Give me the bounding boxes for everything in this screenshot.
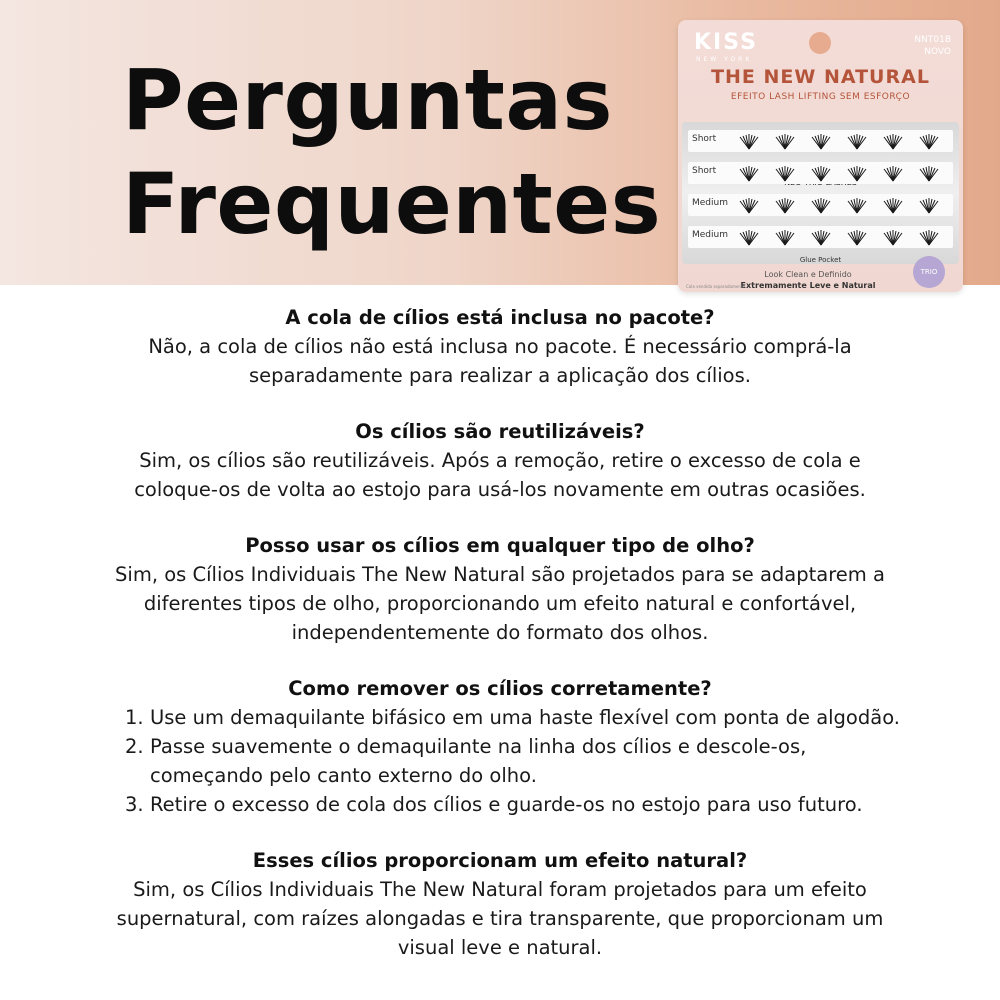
faq-question: A cola de cílios está inclusa no pacote? [285,306,715,329]
product-package-image [678,20,963,292]
faq-item [40,674,960,819]
lash-strip-label: Short [692,134,717,144]
faq-answer-line: Não, a cola de cílios não está inclusa no pacote. É necessário comprá-la [148,335,852,358]
lash-cluster-icon [810,196,832,214]
page-title-line-1: Perguntas [122,51,614,149]
product-code [914,34,951,58]
faq-question: Esses cílios proporcionam um efeito natural? [252,849,748,872]
lash-strip [688,130,953,152]
lash-cluster-icon [810,164,832,182]
lash-cluster-icon [738,196,760,214]
fine-print: Cola vendida separadamente [686,284,745,289]
faq-question: Posso usar os cílios em qualquer tipo de olho? [245,534,755,557]
lash-cluster-icon [846,164,868,182]
faq-steps-list [125,703,905,819]
faq-step-number: 2. [125,735,144,758]
lash-cluster-icon [774,196,796,214]
lash-cluster-icon [738,164,760,182]
lash-cluster-icon [774,164,796,182]
product-effect: EFEITO LASH LIFTING SEM ESFORÇO [730,92,911,102]
lash-cluster-icon [882,228,904,246]
glue-pocket-label: Glue Pocket [799,256,842,264]
faq-answer-line: coloque-os de volta ao estojo para usá-los novamente em outras ocasiões. [134,478,866,501]
look-text: Look Clean e Definido [764,270,852,279]
lash-cluster-icon [918,132,940,150]
lash-strip-label: Short [692,166,717,176]
lash-cluster-icon [810,132,832,150]
faq-step-line: começando pelo canto externo do olho. [150,764,537,787]
faq-answer [40,560,960,647]
faq-step-line: Retire o excesso de cola dos cílios e guarde-os no estojo para uso futuro. [150,793,863,816]
lash-strip [688,226,953,248]
faq-step-number: 3. [125,793,144,816]
new-badge: NOVO [924,47,951,57]
faq-answer-line: separadamente para realizar a aplicação dos cílios. [249,364,751,387]
faq-item [40,531,960,647]
faq-step-number: 1. [125,706,144,729]
faq-step-line: Use um demaquilante bifásico em uma haste flexível com ponta de algodão. [150,706,900,729]
product-name: THE NEW NATURAL [711,66,930,88]
faq-answer-line: Sim, os Cílios Individuais The New Natural foram projetados para um efeito [133,878,867,901]
faq-answer [40,446,960,504]
lash-cluster-icon [738,228,760,246]
lash-cluster-icon [918,196,940,214]
faq-answer-line: Sim, os cílios são reutilizáveis. Após a remoção, retire o excesso de cola e [139,449,861,472]
faq-answer-line: visual leve e natural. [397,936,603,959]
faq-step [125,732,905,790]
lash-cluster-icon [846,132,868,150]
faq-answer-line: Sim, os Cílios Individuais The New Natural são projetados para se adaptarem a [115,563,885,586]
faq-item [40,417,960,504]
faq-step [125,790,905,819]
faq-step [125,703,905,732]
lash-cluster-icon [882,196,904,214]
faq-section [40,303,960,989]
lash-tray [682,122,959,264]
lash-strip-label: Medium [692,230,728,240]
trio-badge: TRIO [913,256,945,288]
lash-strip [688,162,953,184]
lash-cluster-icon [918,228,940,246]
page-title-line-2: Frequentes [122,155,662,253]
lash-strip [688,194,953,216]
lash-cluster-icon [846,196,868,214]
faq-question: Os cílios são reutilizáveis? [355,420,645,443]
lash-cluster-icon [846,228,868,246]
faq-question: Como remover os cílios corretamente? [288,677,712,700]
lash-cluster-icon [774,228,796,246]
lash-cluster-icon [738,132,760,150]
page-title [122,48,662,256]
lash-cluster-icon [810,228,832,246]
brand-logo-sub: NEW YORK [696,56,753,63]
faq-answer-line: independentemente do formato dos olhos. [291,621,709,644]
brand-logo: KISS [694,30,758,55]
lash-cluster-icon [774,132,796,150]
faq-answer [40,875,960,962]
lash-cluster-icon [918,164,940,182]
light-text: Extremamente Leve e Natural [740,281,876,290]
lash-strip-label: Medium [692,198,728,208]
faq-item [40,303,960,390]
lash-cluster-icon [882,132,904,150]
faq-answer-line: diferentes tipos de olho, proporcionando um efeito natural e confortável, [143,592,857,615]
product-code-text: NNT01B [914,35,951,45]
faq-answer [40,332,960,390]
faq-item [40,846,960,962]
faq-step-line: Passe suavemente o demaquilante na linha dos cílios e descole-os, [150,735,807,758]
hang-hole [809,32,831,54]
lash-cluster-icon [882,164,904,182]
faq-answer-line: supernatural, com raízes alongadas e tira transparente, que proporcionam um [116,907,884,930]
